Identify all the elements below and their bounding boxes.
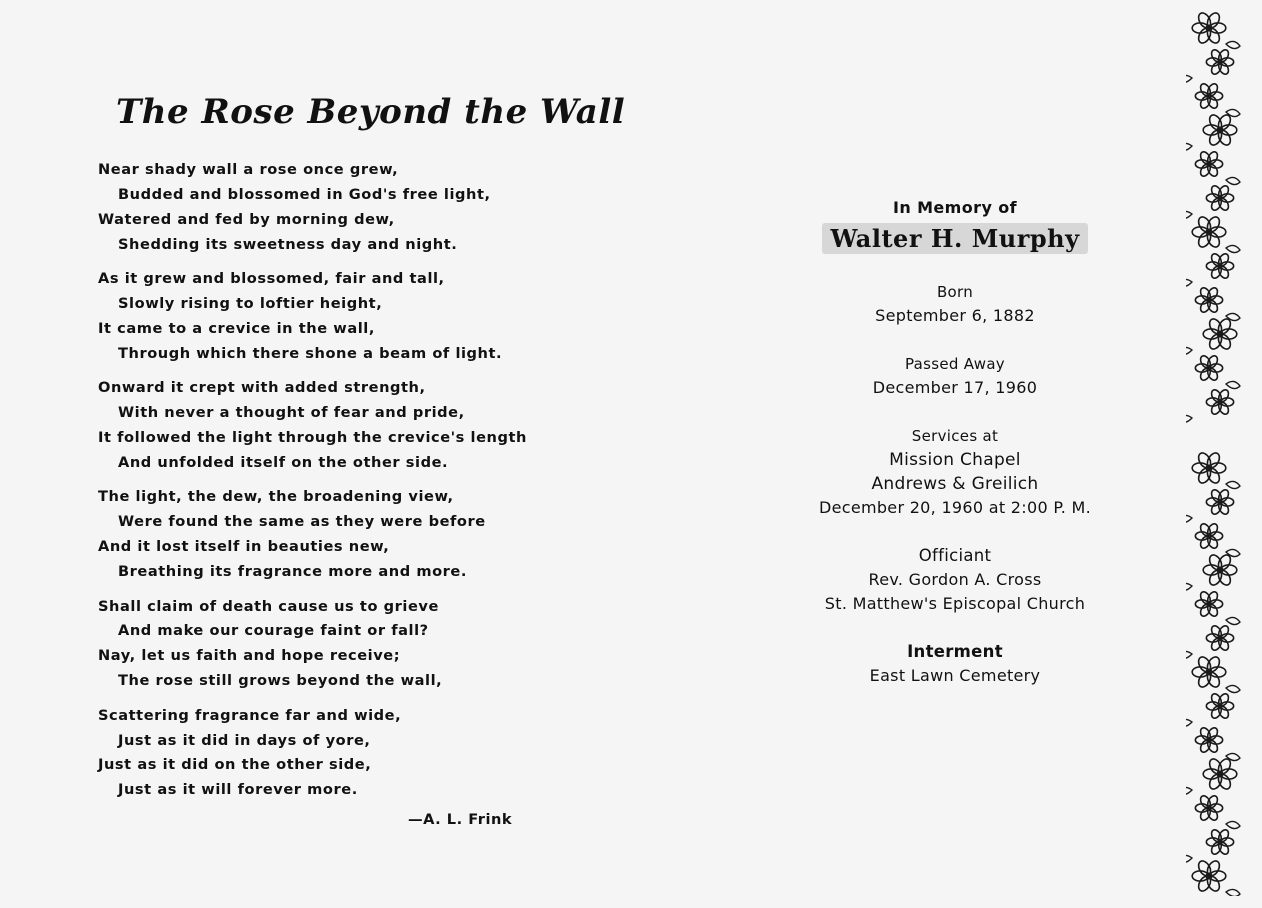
poem-line: Shedding its sweetness day and night. xyxy=(118,235,458,253)
officiant-church: St. Matthew's Episcopal Church xyxy=(824,594,1086,613)
passed-section xyxy=(800,352,1110,400)
services-label: Services at xyxy=(911,427,999,445)
poem-line: Just as it did in days of yore, xyxy=(118,731,371,749)
flower-ornament xyxy=(1195,82,1222,110)
flower-ornament xyxy=(1195,150,1222,178)
leaf-ornament xyxy=(1186,347,1192,354)
leaf-ornament xyxy=(1186,583,1192,590)
officiant-section xyxy=(800,544,1110,616)
poem-body xyxy=(98,158,538,813)
memorial-details xyxy=(800,198,1110,688)
poem-stanza xyxy=(98,376,538,476)
leaf-ornament xyxy=(1226,889,1240,896)
leaf-ornament xyxy=(1186,75,1192,82)
poem-line: Nay, let us faith and hope receive; xyxy=(98,647,401,665)
poem-line: And it lost itself in beauties new, xyxy=(98,538,390,556)
poem-line: With never a thought of fear and pride, xyxy=(118,404,465,422)
flower-ornament xyxy=(1203,113,1237,147)
flower-ornament xyxy=(1195,726,1222,754)
interment-place: East Lawn Cemetery xyxy=(869,666,1041,685)
poem-line: Just as it did on the other side, xyxy=(98,756,372,774)
leaf-ornament xyxy=(1186,855,1192,862)
poem-line: Scattering fragrance far and wide, xyxy=(98,706,402,724)
flower-ornament xyxy=(1192,859,1226,893)
leaf-ornament xyxy=(1186,279,1192,286)
poem-line: Through which there shone a beam of light. xyxy=(118,344,503,362)
poem-line: Watered and fed by morning dew, xyxy=(98,210,395,228)
flower-ornament xyxy=(1192,215,1226,249)
poem-line: As it grew and blossomed, fair and tall, xyxy=(98,270,445,288)
flower-ornament xyxy=(1206,252,1233,280)
poem-line: It followed the light through the crevice's length xyxy=(98,429,527,447)
born-section xyxy=(800,280,1110,328)
services-section xyxy=(800,424,1110,520)
flower-ornament xyxy=(1195,522,1222,550)
poem-line: It came to a crevice in the wall, xyxy=(98,319,375,337)
flower-ornament xyxy=(1203,553,1237,587)
services-place: Mission Chapel xyxy=(889,450,1021,470)
interment-section xyxy=(800,640,1110,688)
leaf-ornament xyxy=(1186,719,1192,726)
deceased-name: Walter H. Murphy xyxy=(822,223,1087,254)
poem-title: The Rose Beyond the Wall xyxy=(116,92,626,132)
flower-ornament xyxy=(1206,388,1233,416)
poem-line: Onward it crept with added strength, xyxy=(98,379,426,397)
flower-ornament xyxy=(1203,317,1237,351)
passed-label: Passed Away xyxy=(904,355,1005,373)
born-label: Born xyxy=(936,283,974,301)
leaf-ornament xyxy=(1226,617,1240,624)
poem-line: Near shady wall a rose once grew, xyxy=(98,161,399,178)
poem-line: And make our courage faint or fall? xyxy=(118,622,429,640)
services-datetime: December 20, 1960 at 2:00 P. M. xyxy=(818,498,1092,517)
poem-line: Were found the same as they were before xyxy=(118,513,486,531)
flower-ornament xyxy=(1203,757,1237,791)
poem-stanza xyxy=(98,158,538,258)
flower-ornament xyxy=(1192,451,1226,485)
flower-ornament xyxy=(1206,48,1233,76)
poem-stanza xyxy=(98,595,538,695)
leaf-ornament xyxy=(1226,821,1240,828)
leaf-ornament xyxy=(1226,41,1240,48)
passed-date: December 17, 1960 xyxy=(872,378,1038,397)
officiant-label: Officiant xyxy=(918,546,992,565)
flower-ornament xyxy=(1192,655,1226,689)
flower-ornament xyxy=(1206,692,1233,720)
in-memory-heading: In Memory of xyxy=(893,198,1017,217)
poem-line: Just as it will forever more. xyxy=(118,781,358,799)
poem-line: The light, the dew, the broadening view, xyxy=(98,488,454,506)
floral-border-icon xyxy=(1186,12,1242,896)
flower-ornament xyxy=(1206,828,1233,856)
leaf-ornament xyxy=(1226,177,1240,184)
flower-ornament xyxy=(1206,184,1233,212)
born-date: September 6, 1882 xyxy=(875,306,1035,325)
flower-ornament xyxy=(1195,354,1222,382)
poem-line: Budded and blossomed in God's free light, xyxy=(118,185,491,203)
leaf-ornament xyxy=(1186,211,1192,218)
leaf-ornament xyxy=(1186,143,1192,150)
interment-label: Interment xyxy=(907,642,1003,661)
officiant-name: Rev. Gordon A. Cross xyxy=(868,570,1042,589)
leaf-ornament xyxy=(1186,787,1192,794)
flower-ornament xyxy=(1206,624,1233,652)
leaf-ornament xyxy=(1186,415,1192,422)
poem-line: Slowly rising to loftier height, xyxy=(118,295,383,313)
leaf-ornament xyxy=(1226,381,1240,388)
leaf-ornament xyxy=(1226,481,1240,488)
flower-ornament xyxy=(1195,794,1222,822)
flower-ornament xyxy=(1195,590,1222,618)
poem-line: Shall claim of death cause us to grieve xyxy=(98,597,439,615)
services-home: Andrews & Greilich xyxy=(871,474,1039,494)
flower-ornament xyxy=(1192,12,1226,45)
flower-ornament xyxy=(1195,286,1222,314)
poem-line: Breathing its fragrance more and more. xyxy=(118,563,467,581)
poem-author: —A. L. Frink xyxy=(408,811,513,828)
leaf-ornament xyxy=(1186,515,1192,522)
poem-line: And unfolded itself on the other side. xyxy=(118,453,449,471)
leaf-ornament xyxy=(1226,245,1240,252)
leaf-ornament xyxy=(1226,685,1240,692)
poem-stanza xyxy=(98,704,538,804)
poem-line: The rose still grows beyond the wall, xyxy=(118,672,443,690)
flower-ornament xyxy=(1206,488,1233,516)
poem-stanza xyxy=(98,267,538,367)
leaf-ornament xyxy=(1186,651,1192,658)
poem-stanza xyxy=(98,485,538,585)
